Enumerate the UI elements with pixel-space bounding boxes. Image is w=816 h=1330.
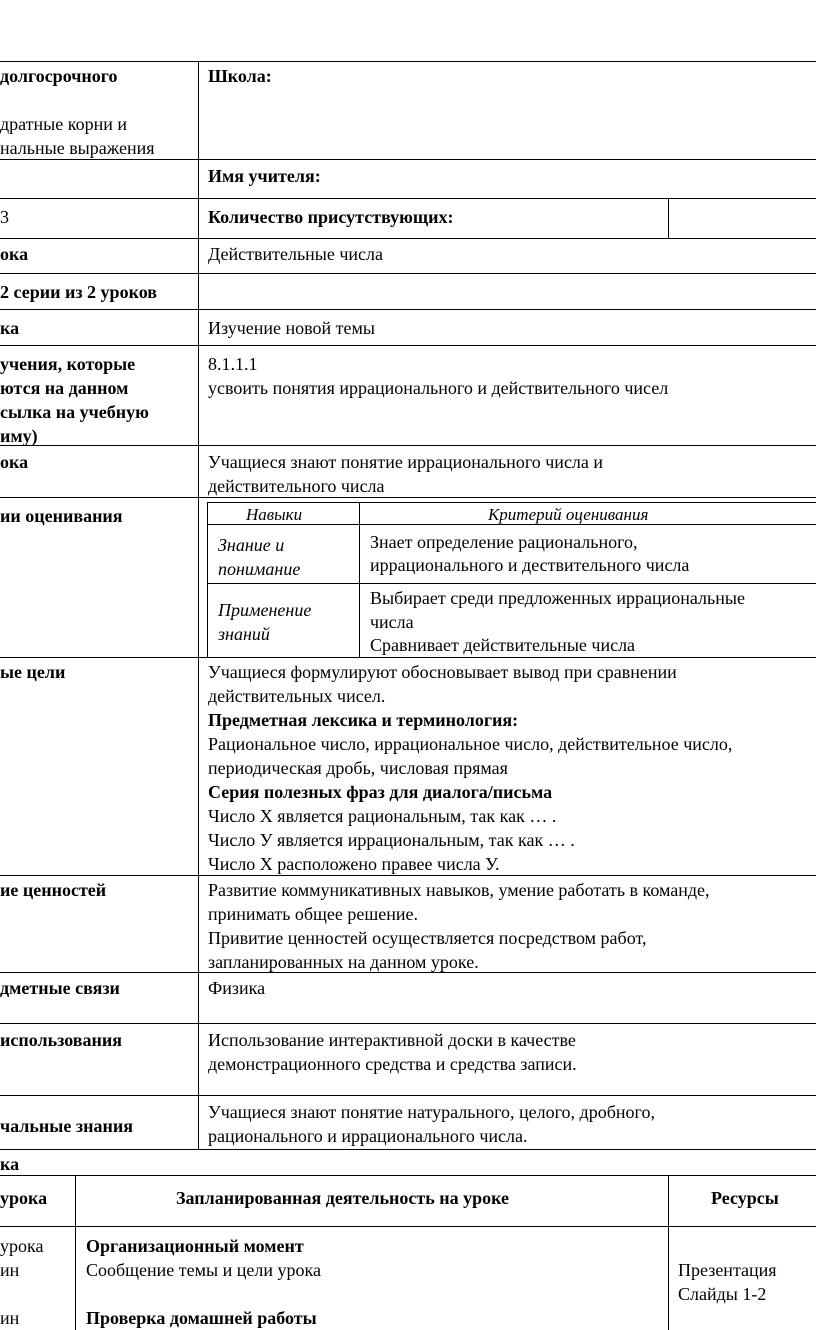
inner-table-border [207,583,816,584]
row-goal-label-topic: дратные корни и [0,114,127,134]
learning-goals-label: сылка на учебную [0,402,149,422]
plan-stage-text: урока [0,1236,44,1256]
criteria-criterion: Выбирает среди предложенных иррациональные [370,588,745,608]
lesson-topic-label: ока [0,244,29,264]
ict-label: использования [0,1030,122,1050]
row-goal-label: долгосрочного [0,66,118,86]
criteria-skill: знаний [218,624,270,644]
lesson-goals-text: Учащиеся знают понятие иррационального числа и [208,452,604,472]
ict-text: демонстрационного средства и средства записи. [208,1054,577,1074]
language-text: периодическая дробь, числовая прямая [208,758,508,778]
plan-section-label: ка [0,1154,20,1174]
language-text: Учащиеся формулируют обосновывает вывод при сравнении [208,662,677,682]
cross-subject-text: Физика [208,978,266,998]
prior-knowledge-label: чальные знания [0,1116,133,1136]
language-text: действительных чисел. [208,686,386,706]
resources-text: Презентация [678,1260,777,1280]
lesson-type-value: Изучение новой темы [208,318,376,338]
plan-stage-text: ин [0,1308,20,1328]
lesson-goals-label: ока [0,452,29,472]
table-border [0,238,816,239]
plan-stage-text: ин [0,1260,20,1280]
table-border [0,497,816,498]
values-text: Привитие ценностей осуществляется посредством работ, [208,928,647,948]
vocabulary-heading: Предметная лексика и терминология: [208,710,519,730]
language-text: Число Х расположено правее числа У. [208,854,500,874]
criteria-skill: Знание и [218,535,285,555]
lesson-goals-text: действительного числа [208,476,385,496]
phrases-heading: Серия полезных фраз для диалога/письма [208,782,553,802]
cross-subject-label: дметные связи [0,978,120,998]
row-goal-label-topic: нальные выражения [0,138,155,158]
values-label: ие ценностей [0,880,107,900]
table-border [0,1023,816,1024]
learning-goal-text: усвоить понятия иррационального и действительного чисел [208,378,669,398]
learning-goal-code: 8.1.1.1 [208,354,258,374]
language-goals-label: ые цели [0,662,66,682]
series-label: 2 серии из 2 уроков [0,282,157,302]
inner-table-border [359,502,360,657]
table-border [0,273,816,274]
table-border [0,445,816,446]
inner-table-border [207,502,208,657]
learning-goals-label: иму) [0,426,38,446]
language-text: Число У является иррациональным, так как … . [208,830,575,850]
learning-goals-label: учения, которые [0,354,136,374]
homework-title: Проверка домашней работы [86,1308,317,1328]
lesson-topic-value: Действительные числа [208,244,384,264]
attendance-label: Количество присутствующих: [208,207,454,227]
table-border [198,61,199,1149]
school-label: Школа: [208,66,272,86]
criteria-skill: Применение [218,600,312,620]
plan-table-border [0,1175,816,1176]
values-text: принимать общее решение. [208,904,418,924]
table-border [668,198,669,238]
criteria-criterion: иррационального и дествительного числа [370,555,690,575]
table-border [0,309,816,310]
learning-goals-label: ются на данном [0,378,129,398]
criteria-header-criterion: Критерий оценивания [488,505,649,524]
language-text: Число Х является рациональным, так как … . [208,806,557,826]
activity-text: Сообщение темы и цели урока [86,1260,321,1280]
plan-table-border [668,1175,669,1330]
criteria-skill: понимание [218,559,301,579]
plan-table-border [75,1175,76,1330]
plan-header-activity: Запланированная деятельность на уроке [176,1188,510,1208]
prior-knowledge-text: рационального и иррационального числа. [208,1126,528,1146]
values-text: запланированных на данном уроке. [208,952,479,972]
prior-knowledge-text: Учащиеся знают понятие натурального, целого, дробного, [208,1102,655,1122]
ict-text: Использование интерактивной доски в качестве [208,1030,576,1050]
activity-title: Организационный момент [86,1236,304,1256]
lesson-type-label: ка [0,318,20,338]
table-border [0,345,816,346]
class-label: 3 [0,207,9,227]
table-border [0,1095,816,1096]
plan-header-resources: Ресурсы [711,1188,779,1208]
criteria-criterion: Знает определение рационального, [370,532,638,552]
table-border [0,1149,816,1150]
table-border [0,657,816,658]
criteria-criterion: числа [370,612,414,632]
inner-table-border [207,502,816,503]
values-text: Развитие коммуникативных навыков, умение работать в команде, [208,880,710,900]
resources-text: Слайды 1-2 [678,1284,767,1304]
table-border [0,61,816,62]
criteria-header-skills: Навыки [246,505,303,524]
criteria-label: ии оценивания [0,506,123,526]
teacher-label: Имя учителя: [208,166,321,186]
plan-table-border [0,1226,816,1227]
table-border [0,198,816,199]
criteria-criterion: Сравнивает действительные числа [370,635,636,655]
plan-header-stage: урока [0,1188,48,1208]
language-text: Рациональное число, иррациональное число, действительное число, [208,734,733,754]
